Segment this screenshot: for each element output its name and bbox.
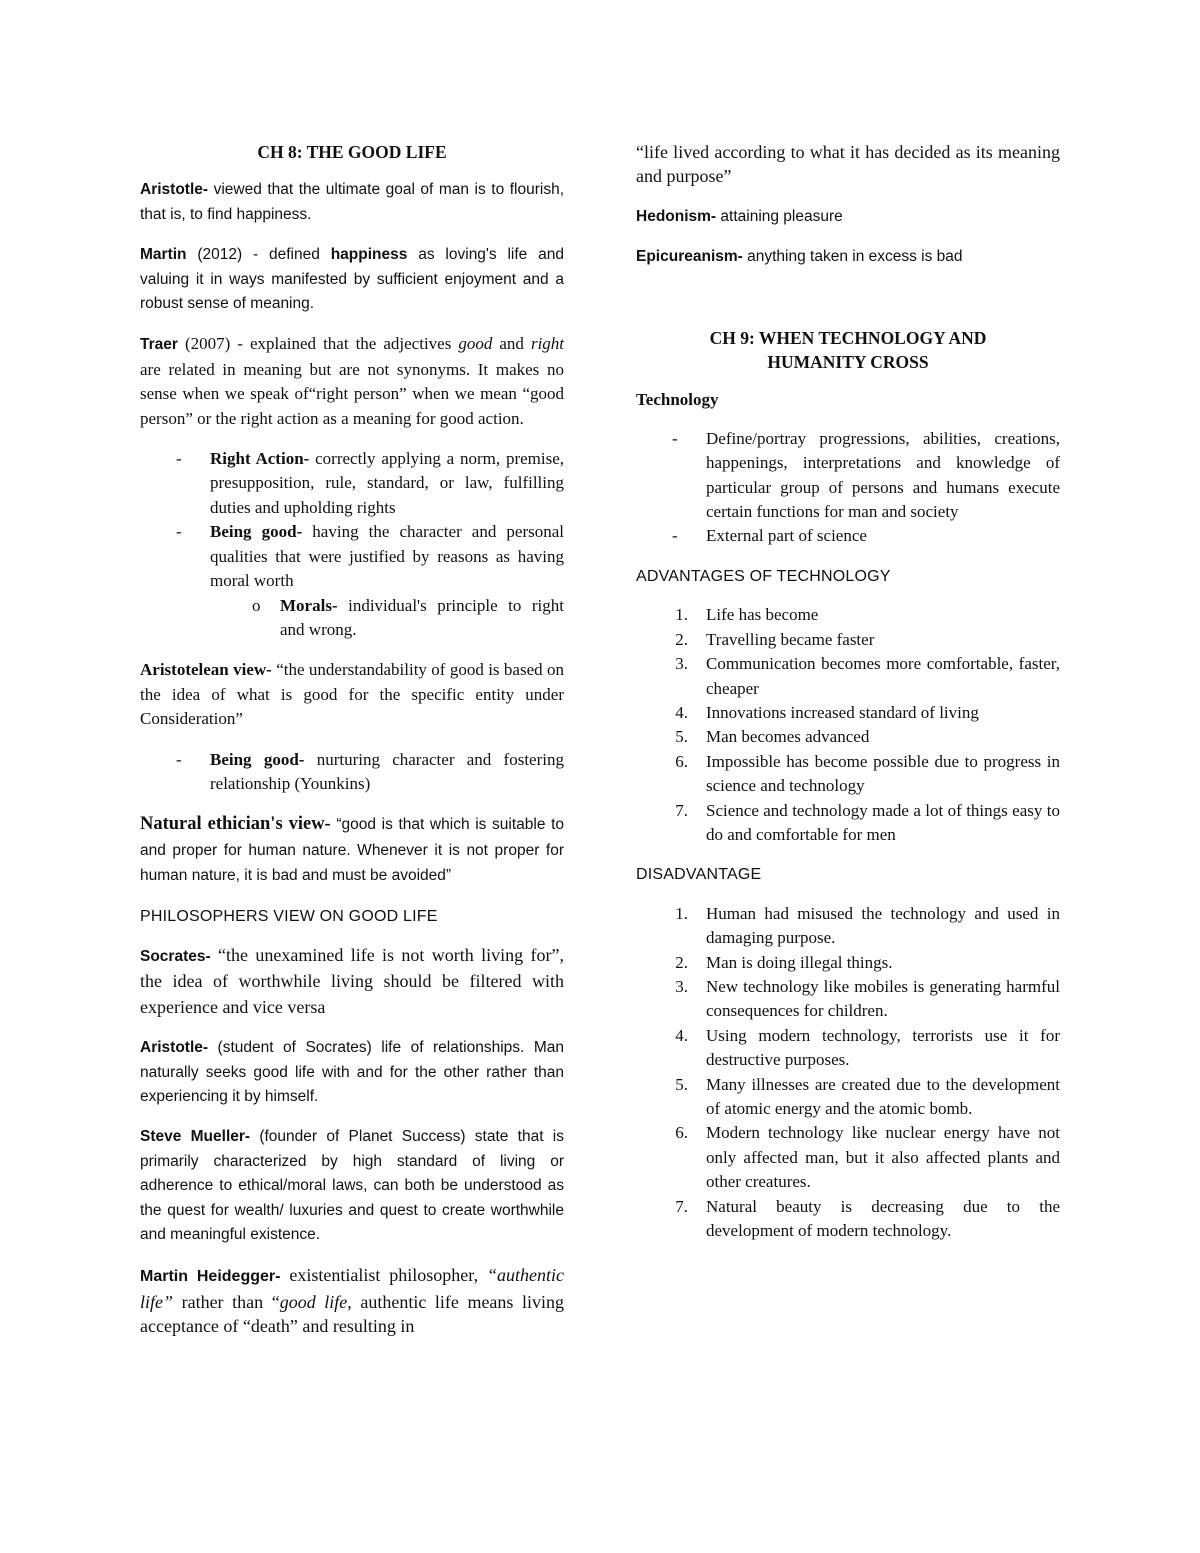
- being-good-list-2: [140, 748, 564, 797]
- aristotle-term-2: Aristotle-: [140, 1039, 209, 1057]
- technology-item: - External part of science: [636, 524, 1060, 548]
- good-right-list: [140, 447, 564, 642]
- mueller-paragraph: [140, 1125, 564, 1247]
- disadvantages-list: [636, 902, 1060, 1244]
- disadvantage-item: [636, 1195, 1060, 1244]
- epicureanism-text: anything taken in excess is bad: [742, 248, 963, 266]
- advantage-item: [636, 750, 1060, 799]
- martin-paragraph: [140, 243, 564, 316]
- hedonism-text: attaining pleasure: [716, 207, 843, 225]
- item-number: 3.: [675, 654, 688, 674]
- item-number: 4.: [675, 702, 688, 722]
- left-column: [140, 140, 564, 1355]
- circle-bullet: o: [252, 595, 261, 615]
- being-good-term-2: Being good-: [210, 749, 305, 769]
- item-number: 2.: [675, 629, 688, 649]
- advantages-list: [636, 603, 1060, 847]
- item-number: 5.: [675, 1074, 688, 1094]
- advantage-item: [636, 652, 1060, 701]
- natural-ethician-term: Natural ethician's view-: [140, 814, 331, 835]
- disadvantage-text: Human had misused the technology and used in damaging purpose.: [706, 903, 1060, 948]
- martin-text-2: as loving's life and valuing it in ways manifested by sufficient enjoyment and a robust sense of meaning.: [140, 246, 565, 313]
- advantage-item: [636, 701, 1060, 725]
- disadvantage-text: Natural beauty is decreasing due to the development of modern technology.: [706, 1196, 1060, 1241]
- disadvantage-text: Man is doing illegal things.: [706, 952, 893, 972]
- chapter-9-title: [636, 326, 1060, 375]
- chapter-8-title: CH 8: THE GOOD LIFE: [257, 142, 447, 162]
- advantages-heading: ADVANTAGES OF TECHNOLOGY: [636, 567, 891, 585]
- right-action-item: [140, 447, 564, 520]
- technology-heading: Technology: [636, 390, 719, 410]
- martin-text-1: (2012) - defined: [186, 246, 331, 264]
- section-gap: [636, 286, 1060, 326]
- aristotelean-term: Aristotelean view-: [140, 660, 272, 680]
- morals-sublist: [210, 594, 564, 643]
- disadvantage-text: Modern technology like nuclear energy have not only affected man, but it also affected plants and other creatures.: [706, 1123, 1060, 1192]
- disadvantage-item: [636, 1121, 1060, 1194]
- philosophers-heading: PHILOSOPHERS VIEW ON GOOD LIFE: [140, 907, 438, 925]
- traer-text-3: are related in meaning but are not synonyms. It makes no sense when we speak of“right person” when we mean “good person” or the right action as a meaning for good action.: [140, 359, 564, 428]
- disadvantage-item: [636, 902, 1060, 951]
- epicureanism-term: Epicureanism-: [636, 248, 743, 266]
- item-number: 4.: [675, 1025, 688, 1045]
- technology-list: [636, 427, 1060, 549]
- item-number: 1.: [675, 605, 688, 625]
- being-good-text-2: nurturing character and fostering relationship (Younkins): [210, 749, 564, 793]
- martin-term: Martin: [140, 246, 187, 264]
- disadvantage-text: Many illnesses are created due to the development of atomic energy and the atomic bomb.: [706, 1074, 1060, 1118]
- heidegger-text-3: authentic life means living acceptance of “death” and resulting in: [140, 1291, 564, 1337]
- heidegger-paragraph: [140, 1263, 564, 1338]
- technology-item: - Define/portray progressions, abilities, creations, happenings, interpretations and knowledge of particular group of persons and humans execute certain functions for man and society: [636, 427, 1060, 525]
- hedonism-term: Hedonism-: [636, 207, 717, 225]
- heidegger-term: Martin Heidegger-: [140, 1268, 281, 1286]
- natural-ethician-paragraph: [140, 812, 564, 888]
- aristotle-text-2: (student of Socrates) life of relationships. Man naturally seeks good life with and for the other rather than experiencing it by himself.: [140, 1039, 564, 1105]
- aristotle-paragraph: [140, 178, 564, 227]
- traer-term: Traer: [140, 336, 178, 354]
- heidegger-italic-authentic: “authentic life”: [140, 1265, 564, 1312]
- traer-italic-good: good: [458, 334, 493, 354]
- disadvantage-item: [636, 1073, 1060, 1122]
- heidegger-continued-paragraph: “life lived according to what it has decided as its meaning and purpose”: [636, 142, 1060, 187]
- socrates-paragraph: [140, 943, 564, 1020]
- item-number: 3.: [675, 976, 688, 996]
- advantage-item: [636, 799, 1060, 848]
- being-good-term: Being good-: [210, 522, 303, 542]
- heidegger-italic-good-life: good life,: [279, 1291, 352, 1312]
- mueller-text: (founder of Planet Success) state that is primarily characterized by high standard of living or adherence to ethical/moral laws, can both be understood as the quest for wealth/ luxuries and quest to create worthwhile and meaningful existence.: [140, 1128, 564, 1244]
- chapter-9-title-line-1: CH 9: WHEN TECHNOLOGY AND: [709, 327, 987, 348]
- disadvantage-text: New technology like mobiles is generating harmful consequences for children.: [706, 976, 1060, 1021]
- aristotle-relationships-paragraph: [140, 1036, 564, 1109]
- traer-text-1: (2007) - explained that the adjectives: [177, 334, 459, 354]
- mueller-term: Steve Mueller-: [140, 1128, 251, 1146]
- socrates-term: Socrates-: [140, 947, 211, 965]
- advantage-text: Science and technology made a lot of things easy to do and comfortable for men: [706, 800, 1060, 844]
- socrates-text: “the unexamined life is not worth living for”, the idea of worthwhile living should be filtered with experience and vice versa: [140, 944, 564, 1017]
- advantage-text: Innovations increased standard of living: [706, 702, 979, 722]
- advantage-item: [636, 628, 1060, 652]
- advantage-text: Communication becomes more comfortable, faster, cheaper: [706, 654, 1060, 698]
- advantage-text: Life has become: [706, 605, 819, 625]
- advantage-item: [636, 603, 1060, 627]
- disadvantage-item: [636, 951, 1060, 975]
- item-number: 1.: [675, 903, 688, 923]
- disadvantage-item: [636, 1024, 1060, 1073]
- item-number: 7.: [675, 1196, 688, 1216]
- morals-term: Morals-: [280, 595, 338, 615]
- aristotelean-paragraph: [140, 658, 564, 731]
- aristotle-term: Aristotle-: [140, 181, 209, 199]
- item-number: 6.: [675, 751, 688, 771]
- item-number: 6.: [675, 1123, 688, 1143]
- chapter-9-title-line-2: HUMANITY CROSS: [767, 352, 929, 373]
- advantage-text: Travelling became faster: [706, 629, 875, 649]
- item-number: 5.: [675, 727, 688, 747]
- morals-item: [210, 594, 564, 643]
- being-good-item: [140, 520, 564, 642]
- disadvantage-heading: DISADVANTAGE: [636, 866, 762, 884]
- right-action-text: correctly applying a norm, premise, presupposition, rule, standard, or law, fulfilling duties and upholding rights: [210, 449, 565, 517]
- heidegger-text-1: existentialist philosopher,: [280, 1265, 487, 1286]
- aristotle-text: viewed that the ultimate goal of man is to flourish, that is, to find happiness.: [140, 181, 564, 223]
- traer-text-2: and: [492, 334, 531, 354]
- hedonism-paragraph: [636, 205, 1060, 229]
- natural-ethician-text: “good is that which is suitable to and proper for human nature. Whenever it is not proper for human nature, it is bad and must be avoided”: [140, 816, 564, 885]
- advantage-text: Man becomes advanced: [706, 727, 870, 747]
- traer-paragraph: [140, 332, 564, 431]
- traer-italic-right: right: [530, 334, 565, 354]
- disadvantage-text: Using modern technology, terrorists use it for destructive purposes.: [706, 1025, 1060, 1070]
- being-good-item-2: [140, 748, 564, 797]
- epicureanism-paragraph: [636, 245, 1060, 269]
- being-good-text: having the character and personal qualities that were justified by reasons as having moral worth: [210, 522, 564, 591]
- disadvantage-item: [636, 975, 1060, 1024]
- right-column: [636, 140, 1060, 1259]
- happiness-term: happiness: [330, 246, 408, 264]
- item-number: 7.: [675, 800, 688, 820]
- advantage-item: [636, 725, 1060, 749]
- aristotelean-text: “the understandability of good is based on the idea of what is good for the specific entity under Consideration”: [140, 660, 564, 729]
- heidegger-text-2: rather than “: [173, 1291, 280, 1312]
- right-action-term: Right Action-: [210, 449, 310, 469]
- item-number: 2.: [675, 952, 688, 972]
- morals-text: individual's principle to right and wrong.: [280, 595, 564, 639]
- advantage-text: Impossible has become possible due to progress in science and technology: [706, 751, 1060, 796]
